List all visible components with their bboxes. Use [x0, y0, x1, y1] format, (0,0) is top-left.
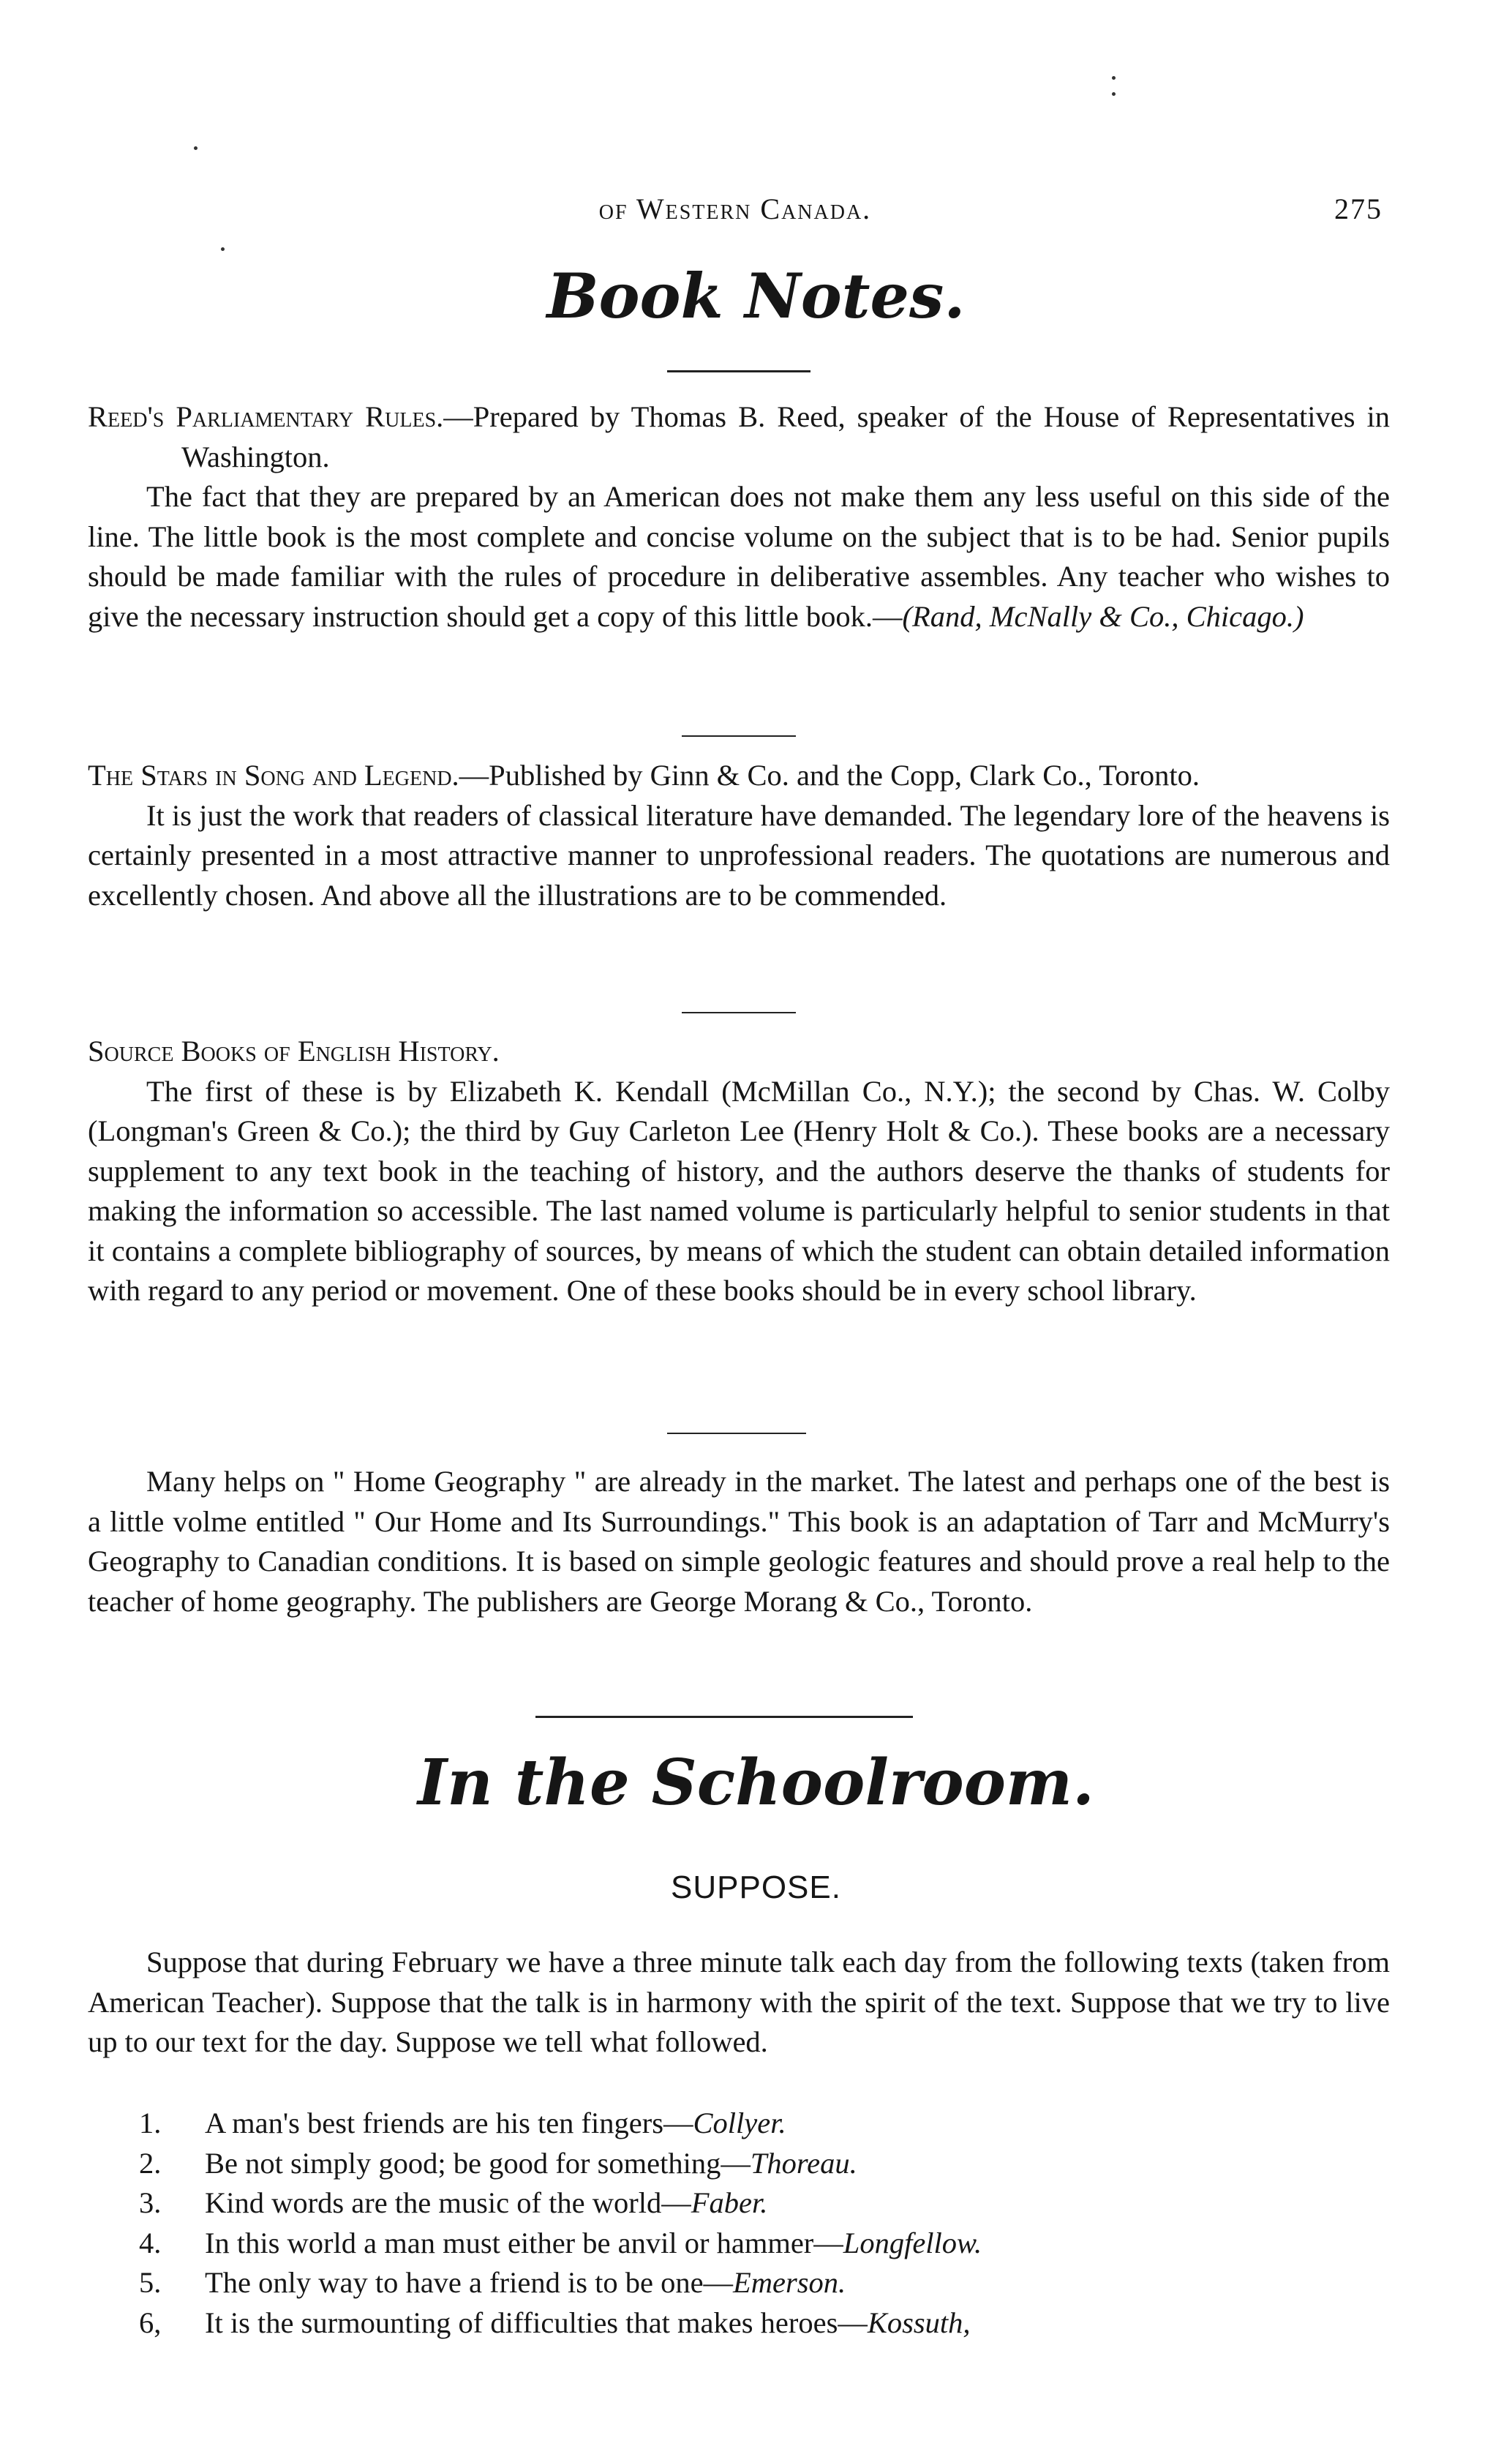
schoolroom-subheading: SUPPOSE.: [671, 1869, 841, 1905]
heading-rule: [667, 370, 810, 372]
book-note-source-books: [88, 1032, 1390, 1311]
list-item: 5. The only way to have a friend is to be one—Emerson.: [139, 2266, 846, 2299]
scan-speck: [221, 247, 225, 251]
quote-list: [139, 2104, 1383, 2343]
list-item: 2. Be not simply good; be good for something—Thoreau.: [139, 2146, 857, 2180]
list-item: 1. A man's best friends are his ten fingers—Collyer.: [139, 2107, 786, 2139]
quote-author: Longfellow.: [843, 2226, 982, 2259]
scan-speck: [1112, 76, 1116, 80]
book-title: The Stars in Song and Legend.: [88, 759, 459, 792]
quote-author: Kossuth,: [867, 2306, 971, 2339]
quote-author: Emerson.: [733, 2266, 846, 2299]
book-note-reed: [88, 397, 1390, 637]
quote-author: Thoreau.: [750, 2146, 857, 2180]
schoolroom-heading: In the Schoolroom.: [418, 1746, 1094, 1820]
list-item: 3. Kind words are the music of the world—Faber.: [139, 2186, 768, 2219]
publisher-credit: (Rand, McNally & Co., Chicago.): [902, 599, 1304, 633]
scan-speck: [1112, 92, 1116, 96]
book-note-stars: [88, 756, 1390, 915]
book-title: Reed's Parliamentary Rules.: [88, 400, 444, 433]
entry-divider: [682, 1012, 796, 1013]
quote-author: Faber.: [691, 2186, 768, 2219]
page-number: 275: [1334, 192, 1383, 225]
quote-author: Collyer.: [693, 2107, 786, 2139]
list-item: 6, It is the surmounting of difficulties that makes heroes—Kossuth,: [139, 2306, 971, 2339]
entry-divider: [667, 1433, 806, 1434]
book-byline: —Published by Ginn & Co. and the Copp, Clark Co., Toronto.: [459, 759, 1200, 792]
book-notes-heading: Book Notes.: [546, 260, 966, 332]
book-note-heading: [88, 1032, 1390, 1072]
entry-divider: [682, 735, 796, 737]
running-head-title: of Western Canada.: [598, 192, 872, 225]
running-head: [88, 192, 1383, 236]
section-rule: [535, 1716, 913, 1718]
scan-speck: [194, 146, 198, 150]
book-note-heading: [88, 756, 1390, 796]
book-byline: —Prepared by Thomas B. Reed, speaker of the House of Representatives in Washington.: [181, 400, 1391, 473]
book-note-body: The first of these is by Elizabeth K. Kendall (McMillan Co., N.Y.); the second by Chas. W. Colby (Longman's Green & Co.); the third by Guy Carleton Lee (Henry Holt & Co.). These books are a necessary supplement to any text book in the teaching of history, and the authors deserve the thanks of students for making the information so accessible. The last named volume is particularly helpful to senior students in that it contains a complete bibliography of sources, by means of which the student can obtain detailed information with regard to any period or movement. One of these books should be in every school library.: [88, 1074, 1390, 1307]
book-note-body: Many helps on " Home Geography " are already in the market. The latest and perhaps one of the best is a little volme entitled " Our Home and Its Surroundings." This book is an adaptation of Tarr and McMurry's Geography to Canadian conditions. It is based on simple geologic features and should prove a real help to the teacher of home geography. The publishers are George Morang & Co., Toronto.: [88, 1465, 1390, 1618]
schoolroom-intro: Suppose that during February we have a three minute talk each day from the following texts (taken from American Teacher). Suppose that the talk is in harmony with the spirit of the text. Suppose that we try to live up to our text for the day. Suppose we tell what followed.: [88, 1946, 1390, 2058]
book-title: Source Books of English History.: [88, 1035, 500, 1068]
book-note-heading: [88, 397, 1390, 477]
book-note-body: It is just the work that readers of classical literature have demanded. The legendary lore of the heavens is certainly presented in a most attractive manner to unprofessional readers. The quotations are numerous and excellently chosen. And above all the illustrations are to be commended.: [88, 798, 1390, 912]
list-item: 4. In this world a man must either be anvil or hammer—Longfellow.: [139, 2226, 982, 2259]
book-note-home-geography: [88, 1462, 1390, 1621]
book-note-body: The fact that they are prepared by an American does not make them any less useful on this side of the line. The little book is the most complete and concise volume on the subject that is to be had. Senior pupils should be made familiar with the rules of procedure in deliberative assembles. Any teacher who wishes to give the necessary instruction should get a copy of this little book.—(Rand, McNally & Co., Chicago.): [88, 480, 1390, 633]
